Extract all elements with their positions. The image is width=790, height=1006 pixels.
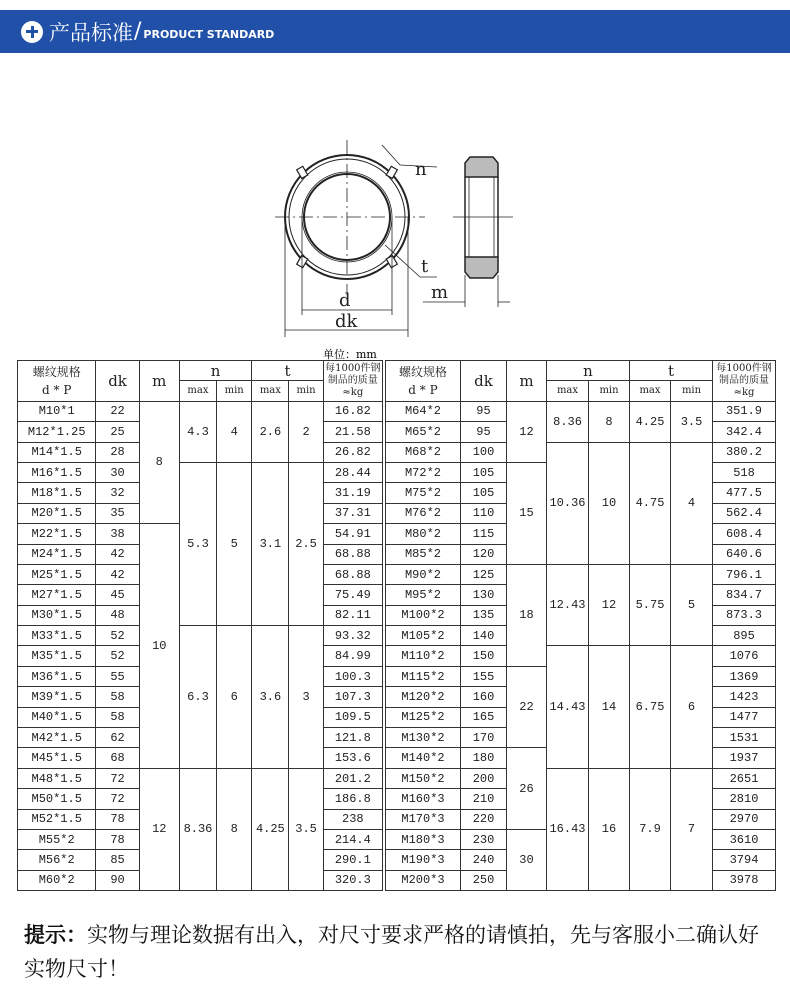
- section-banner: [0, 10, 790, 53]
- header-t: t: [252, 361, 323, 381]
- cell-t-min: 7: [671, 768, 713, 890]
- header-t: t: [630, 361, 713, 381]
- cell-n-max: 14.43: [547, 646, 589, 768]
- cell-dk: 155: [461, 666, 507, 686]
- table-row: [386, 442, 776, 462]
- banner-title: 产品标准: [49, 20, 133, 45]
- cell-mass: 1937: [713, 748, 776, 768]
- cell-m: 18: [507, 564, 547, 666]
- cell-spec: M45*1.5: [18, 748, 96, 768]
- cell-dk: 45: [96, 585, 139, 605]
- cell-dk: 90: [96, 870, 139, 890]
- cell-mass: 28.44: [323, 462, 382, 482]
- spec-table-left: [17, 360, 383, 891]
- cell-dk: 100: [461, 442, 507, 462]
- table-row: [386, 768, 776, 788]
- cell-mass: 75.49: [323, 585, 382, 605]
- spec-table-right: [385, 360, 776, 891]
- header-spec-dp: d * P: [42, 382, 72, 397]
- cell-dk: 55: [96, 666, 139, 686]
- cell-mass: 873.3: [713, 605, 776, 625]
- cell-t-min: 6: [671, 646, 713, 768]
- banner-slash: /: [134, 19, 142, 44]
- cell-t-max: 3.6: [252, 626, 289, 769]
- cell-spec: M100*2: [386, 605, 461, 625]
- cell-mass: 21.58: [323, 422, 382, 442]
- cell-spec: M150*2: [386, 768, 461, 788]
- cell-mass: 380.2: [713, 442, 776, 462]
- cell-dk: 72: [96, 768, 139, 788]
- nut-technical-drawing: [255, 125, 525, 340]
- cell-t-max: 3.1: [252, 462, 289, 625]
- cell-mass: 290.1: [323, 850, 382, 870]
- cell-mass: 518: [713, 462, 776, 482]
- cell-dk: 52: [96, 646, 139, 666]
- cell-t-min: 2.5: [289, 462, 323, 625]
- cell-n-min: 14: [589, 646, 630, 768]
- cell-t-max: 2.6: [252, 401, 289, 462]
- cell-n-max: 8.36: [547, 401, 589, 442]
- cell-spec: M52*1.5: [18, 809, 96, 829]
- cell-dk: 95: [461, 422, 507, 442]
- cell-dk: 150: [461, 646, 507, 666]
- cell-dk: 78: [96, 809, 139, 829]
- cell-spec: M65*2: [386, 422, 461, 442]
- cell-t-min: 3.5: [289, 768, 323, 890]
- cell-n-max: 16.43: [547, 768, 589, 890]
- note-text: 实物与理论数据有出入，对尺寸要求严格的请慎拍，先与客服小二确认好实物尺寸！: [24, 923, 759, 981]
- cell-spec: M30*1.5: [18, 605, 96, 625]
- cell-mass: 2970: [713, 809, 776, 829]
- header-t-max: max: [630, 381, 671, 401]
- cell-m: 22: [507, 666, 547, 748]
- cell-dk: 210: [461, 789, 507, 809]
- cell-mass: 107.3: [323, 687, 382, 707]
- cell-spec: M35*1.5: [18, 646, 96, 666]
- cell-n-max: 10.36: [547, 442, 589, 564]
- cell-mass: 477.5: [713, 483, 776, 503]
- cell-spec: M50*1.5: [18, 789, 96, 809]
- cell-dk: 230: [461, 829, 507, 849]
- cell-spec: M12*1.25: [18, 422, 96, 442]
- cell-t-max: 6.75: [630, 646, 671, 768]
- cell-dk: 240: [461, 850, 507, 870]
- cell-spec: M72*2: [386, 462, 461, 482]
- cell-mass: 16.82: [323, 401, 382, 421]
- cell-dk: 250: [461, 870, 507, 890]
- cell-dk: 110: [461, 503, 507, 523]
- cell-m: 8: [139, 401, 179, 523]
- cell-spec: M64*2: [386, 401, 461, 421]
- cell-mass: 121.8: [323, 728, 382, 748]
- cell-n-min: 12: [589, 564, 630, 646]
- cell-mass: 84.99: [323, 646, 382, 666]
- header-n: n: [179, 361, 251, 381]
- table-row: [18, 401, 383, 421]
- cell-t-min: 3: [289, 626, 323, 769]
- note-label: 提示：: [24, 923, 87, 947]
- cell-dk: 42: [96, 544, 139, 564]
- cell-spec: M36*1.5: [18, 666, 96, 686]
- cell-spec: M90*2: [386, 564, 461, 584]
- label-n: n: [415, 159, 427, 180]
- cell-spec: M27*1.5: [18, 585, 96, 605]
- cell-spec: M160*3: [386, 789, 461, 809]
- cell-spec: M20*1.5: [18, 503, 96, 523]
- cell-dk: 35: [96, 503, 139, 523]
- cell-n-max: 6.3: [179, 626, 216, 769]
- cell-dk: 125: [461, 564, 507, 584]
- label-d: d: [339, 290, 351, 311]
- cell-dk: 120: [461, 544, 507, 564]
- cell-n-min: 10: [589, 442, 630, 564]
- cell-spec: M18*1.5: [18, 483, 96, 503]
- cell-mass: 1531: [713, 728, 776, 748]
- cell-mass: 834.7: [713, 585, 776, 605]
- cell-n-min: 16: [589, 768, 630, 890]
- cell-dk: 160: [461, 687, 507, 707]
- cell-dk: 105: [461, 483, 507, 503]
- cell-m: 15: [507, 462, 547, 564]
- cell-spec: M10*1: [18, 401, 96, 421]
- banner-subtitle: PRODUCT STANDARD: [143, 28, 275, 41]
- cell-mass: 109.5: [323, 707, 382, 727]
- cell-n-min: 5: [217, 462, 252, 625]
- table-row: [386, 401, 776, 421]
- cell-mass: 93.32: [323, 626, 382, 646]
- cell-spec: M14*1.5: [18, 442, 96, 462]
- cell-mass: 342.4: [713, 422, 776, 442]
- cell-spec: M48*1.5: [18, 768, 96, 788]
- cell-mass: 82.11: [323, 605, 382, 625]
- cell-spec: M55*2: [18, 829, 96, 849]
- cell-mass: 640.6: [713, 544, 776, 564]
- cell-spec: M125*2: [386, 707, 461, 727]
- cell-spec: M95*2: [386, 585, 461, 605]
- cell-dk: 22: [96, 401, 139, 421]
- cell-n-max: 4.3: [179, 401, 216, 462]
- cell-t-min: 3.5: [671, 401, 713, 442]
- cell-spec: M200*3: [386, 870, 461, 890]
- cell-spec: M56*2: [18, 850, 96, 870]
- cell-dk: 85: [96, 850, 139, 870]
- header-spec-dp: d * P: [408, 382, 438, 397]
- cell-mass: 3610: [713, 829, 776, 849]
- cell-spec: M120*2: [386, 687, 461, 707]
- label-m: m: [431, 282, 449, 303]
- cell-spec: M75*2: [386, 483, 461, 503]
- cell-t-max: 7.9: [630, 768, 671, 890]
- cell-n-max: 12.43: [547, 564, 589, 646]
- cell-mass: 100.3: [323, 666, 382, 686]
- cell-spec: M25*1.5: [18, 564, 96, 584]
- cell-dk: 105: [461, 462, 507, 482]
- cell-t-max: 5.75: [630, 564, 671, 646]
- cell-dk: 135: [461, 605, 507, 625]
- header-mass: 每1000件钢制品的质量 ≈kg: [323, 361, 382, 402]
- cell-spec: M40*1.5: [18, 707, 96, 727]
- header-t-min: min: [289, 381, 323, 401]
- label-t: t: [421, 256, 429, 277]
- cell-mass: 186.8: [323, 789, 382, 809]
- cell-mass: 2651: [713, 768, 776, 788]
- cell-m: 10: [139, 524, 179, 769]
- cell-t-max: 4.75: [630, 442, 671, 564]
- cell-dk: 165: [461, 707, 507, 727]
- cell-dk: 25: [96, 422, 139, 442]
- cell-mass: 68.88: [323, 564, 382, 584]
- cell-spec: M130*2: [386, 728, 461, 748]
- cell-mass: 3794: [713, 850, 776, 870]
- cell-m: 12: [139, 768, 179, 890]
- cell-mass: 54.91: [323, 524, 382, 544]
- table-row: [18, 768, 383, 788]
- cell-mass: 796.1: [713, 564, 776, 584]
- cell-n-min: 8: [589, 401, 630, 442]
- cell-n-min: 6: [217, 626, 252, 769]
- cell-t-min: 5: [671, 564, 713, 646]
- header-row: [386, 361, 776, 381]
- cell-spec: M115*2: [386, 666, 461, 686]
- cell-mass: 26.82: [323, 442, 382, 462]
- cell-mass: 320.3: [323, 870, 382, 890]
- cell-m: 26: [507, 748, 547, 830]
- cell-mass: 1423: [713, 687, 776, 707]
- cell-dk: 52: [96, 626, 139, 646]
- header-t-max: max: [252, 381, 289, 401]
- cell-t-max: 4.25: [630, 401, 671, 442]
- cell-dk: 180: [461, 748, 507, 768]
- cell-dk: 170: [461, 728, 507, 748]
- table-row: [386, 564, 776, 584]
- header-n-min: min: [217, 381, 252, 401]
- header-dk: dk: [96, 361, 139, 402]
- cell-n-max: 5.3: [179, 462, 216, 625]
- cell-mass: 1369: [713, 666, 776, 686]
- cell-spec: M140*2: [386, 748, 461, 768]
- header-spec-name: 螺纹规格: [32, 364, 81, 379]
- cell-n-min: 4: [217, 401, 252, 462]
- cell-dk: 48: [96, 605, 139, 625]
- cell-spec: M60*2: [18, 870, 96, 890]
- cell-spec: M105*2: [386, 626, 461, 646]
- header-n: n: [547, 361, 630, 381]
- cell-t-min: 2: [289, 401, 323, 462]
- cell-t-min: 4: [671, 442, 713, 564]
- cell-dk: 28: [96, 442, 139, 462]
- cell-spec: M24*1.5: [18, 544, 96, 564]
- header-dk: dk: [461, 361, 507, 402]
- cell-t-max: 4.25: [252, 768, 289, 890]
- cell-m: 12: [507, 401, 547, 462]
- cell-spec: M76*2: [386, 503, 461, 523]
- cell-mass: 201.2: [323, 768, 382, 788]
- cell-spec: M39*1.5: [18, 687, 96, 707]
- header-n-min: min: [589, 381, 630, 401]
- header-t-min: min: [671, 381, 713, 401]
- cell-mass: 895: [713, 626, 776, 646]
- header-m: m: [139, 361, 179, 402]
- cell-spec: M22*1.5: [18, 524, 96, 544]
- header-n-max: max: [179, 381, 216, 401]
- note: [24, 918, 774, 986]
- table-row: [386, 646, 776, 666]
- header-m: m: [507, 361, 547, 402]
- cell-dk: 95: [461, 401, 507, 421]
- cell-dk: 200: [461, 768, 507, 788]
- cell-mass: 31.19: [323, 483, 382, 503]
- cell-spec: M110*2: [386, 646, 461, 666]
- cell-dk: 38: [96, 524, 139, 544]
- unit-label: 单位：mm: [323, 348, 377, 361]
- cell-spec: M180*3: [386, 829, 461, 849]
- header-mass: 每1000件钢制品的质量≈kg: [713, 361, 776, 402]
- nut-front-view: [275, 140, 437, 337]
- cell-spec: M80*2: [386, 524, 461, 544]
- cell-dk: 32: [96, 483, 139, 503]
- cell-dk: 78: [96, 829, 139, 849]
- cell-mass: 238: [323, 809, 382, 829]
- table-row: [18, 462, 383, 482]
- cell-mass: 1076: [713, 646, 776, 666]
- cell-dk: 68: [96, 748, 139, 768]
- header-row: [18, 361, 383, 381]
- cell-dk: 72: [96, 789, 139, 809]
- plus-circle-icon: [21, 21, 43, 43]
- cell-spec: M16*1.5: [18, 462, 96, 482]
- header-spec: [18, 361, 96, 402]
- cell-mass: 562.4: [713, 503, 776, 523]
- cell-dk: 30: [96, 462, 139, 482]
- cell-spec: M33*1.5: [18, 626, 96, 646]
- cell-mass: 351.9: [713, 401, 776, 421]
- cell-mass: 37.31: [323, 503, 382, 523]
- cell-mass: 68.88: [323, 544, 382, 564]
- cell-dk: 130: [461, 585, 507, 605]
- cell-mass: 608.4: [713, 524, 776, 544]
- cell-mass: 153.6: [323, 748, 382, 768]
- cell-mass: 1477: [713, 707, 776, 727]
- cell-dk: 62: [96, 728, 139, 748]
- cell-m: 30: [507, 829, 547, 890]
- header-spec-name: 螺纹规格: [398, 364, 447, 379]
- cell-dk: 115: [461, 524, 507, 544]
- label-dk: dk: [335, 311, 358, 332]
- cell-mass: 2810: [713, 789, 776, 809]
- cell-spec: M170*3: [386, 809, 461, 829]
- cell-mass: 214.4: [323, 829, 382, 849]
- header-n-max: max: [547, 381, 589, 401]
- cell-spec: M42*1.5: [18, 728, 96, 748]
- cell-n-min: 8: [217, 768, 252, 890]
- cell-dk: 58: [96, 707, 139, 727]
- cell-dk: 220: [461, 809, 507, 829]
- cell-n-max: 8.36: [179, 768, 216, 890]
- cell-dk: 58: [96, 687, 139, 707]
- cell-mass: 3978: [713, 870, 776, 890]
- cell-spec: M190*3: [386, 850, 461, 870]
- cell-spec: M85*2: [386, 544, 461, 564]
- cell-spec: M68*2: [386, 442, 461, 462]
- cell-dk: 140: [461, 626, 507, 646]
- cell-dk: 42: [96, 564, 139, 584]
- header-spec: [386, 361, 461, 402]
- table-row: [18, 626, 383, 646]
